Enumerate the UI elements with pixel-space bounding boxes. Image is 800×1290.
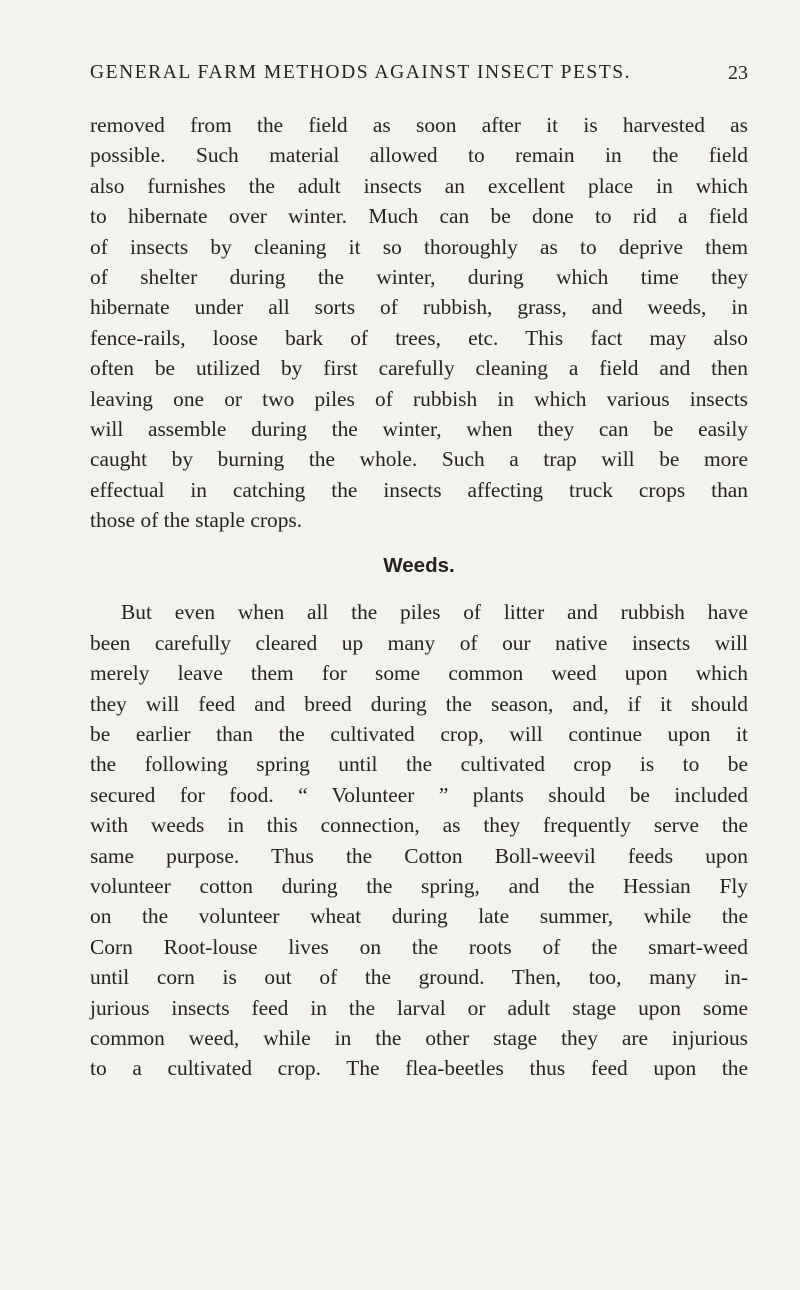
text-line: until corn is out of the ground. Then, too, many in- bbox=[90, 965, 748, 990]
text-line: of shelter during the winter, during which time they bbox=[90, 264, 748, 289]
text-line: possible. Such material allowed to remain in the field bbox=[90, 143, 748, 168]
text-line: removed from the field as soon after it is harvested as bbox=[90, 113, 748, 137]
text-line: volunteer cotton during the spring, and the Hessian Fly bbox=[90, 873, 748, 898]
paragraph bbox=[90, 597, 748, 1083]
paragraph bbox=[90, 110, 748, 535]
text-line: caught by burning the whole. Such a trap will be more bbox=[90, 447, 748, 472]
running-head bbox=[90, 62, 748, 88]
section-heading: Weeds. bbox=[383, 554, 455, 578]
running-title: GENERAL FARM METHODS AGAINST INSECT PESTS. bbox=[90, 62, 632, 83]
text-line: often be utilized by first carefully cleaning a field and then bbox=[90, 356, 748, 381]
text-line: on the volunteer wheat during late summer, while the bbox=[90, 904, 748, 929]
text-line: the following spring until the cultivated crop is to be bbox=[90, 752, 748, 777]
text-line: effectual in catching the insects affecting truck crops than bbox=[90, 477, 748, 502]
text-line: to a cultivated crop. The flea-beetles thus feed upon the bbox=[90, 1056, 748, 1081]
text-line: But even when all the piles of litter and rubbish have bbox=[121, 600, 748, 625]
text-line: Corn Root-louse lives on the roots of the smart-weed bbox=[90, 934, 748, 959]
text-line: hibernate under all sorts of rubbish, grass, and weeds, in bbox=[90, 295, 748, 320]
text-line: they will feed and breed during the season, and, if it should bbox=[90, 691, 748, 716]
text-line: jurious insects feed in the larval or adult stage upon some bbox=[90, 995, 748, 1020]
text-line: leaving one or two piles of rubbish in which various insects bbox=[90, 386, 748, 411]
text-line: fence-rails, loose bark of trees, etc. This fact may also bbox=[90, 325, 748, 350]
text-line: will assemble during the winter, when they can be easily bbox=[90, 416, 748, 441]
text-line: secured for food. “ Volunteer ” plants should be included bbox=[90, 782, 748, 807]
text-line: been carefully cleared up many of our native insects will bbox=[90, 630, 748, 655]
text-line: be earlier than the cultivated crop, will continue upon it bbox=[90, 722, 748, 747]
text-line: those of the staple crops. bbox=[90, 508, 303, 533]
text-line: with weeds in this connection, as they frequently serve the bbox=[90, 813, 748, 838]
text-line: common weed, while in the other stage they are injurious bbox=[90, 1025, 748, 1050]
text-line: same purpose. Thus the Cotton Boll-weevil feeds upon bbox=[90, 843, 748, 868]
text-line: merely leave them for some common weed upon which bbox=[90, 661, 748, 686]
text-line: also furnishes the adult insects an excellent place in which bbox=[90, 173, 748, 198]
page-number: 23 bbox=[728, 62, 748, 84]
text-line: to hibernate over winter. Much can be done to rid a field bbox=[90, 204, 748, 229]
body-text bbox=[90, 110, 748, 1084]
text-line: of insects by cleaning it so thoroughly as to deprive them bbox=[90, 234, 748, 259]
